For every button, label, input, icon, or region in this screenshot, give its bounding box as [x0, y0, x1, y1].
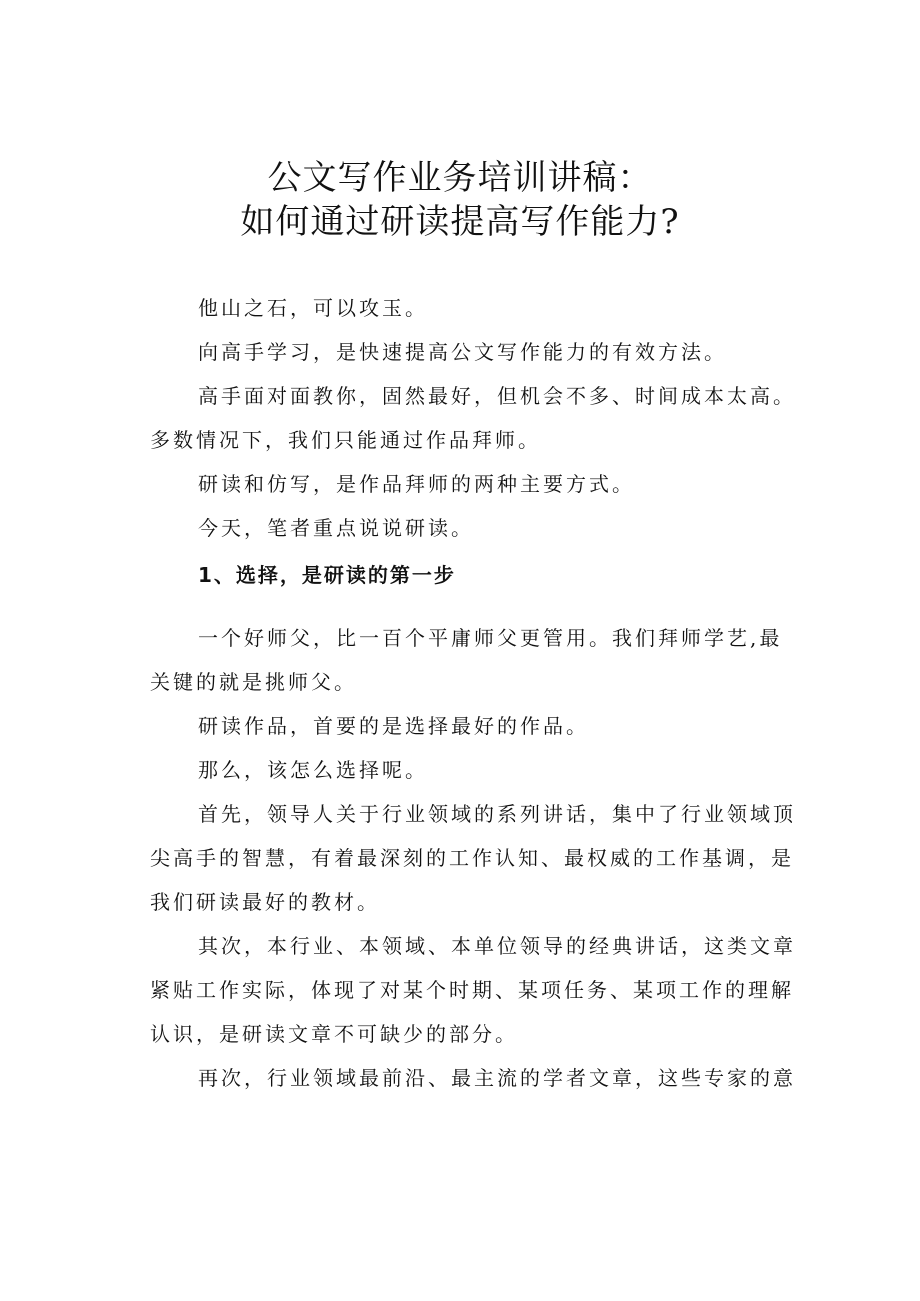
- section-1-paragraph-2: 研读作品，首要的是选择最好的作品。: [198, 714, 589, 738]
- document-title-line-1: 公文写作业务培训讲稿：: [267, 158, 653, 198]
- intro-paragraph-5: 今天，笔者重点说说研读。: [198, 516, 474, 540]
- intro-paragraph-2: 向高手学习，是快速提高公文写作能力的有效方法。: [198, 340, 727, 364]
- section-1-paragraph-6: 再次，行业领域最前沿、最主流的学者文章，这些专家的意: [198, 1066, 796, 1090]
- section-1-heading: 1、选择，是研读的第一步: [198, 563, 456, 587]
- section-1-paragraph-4: 首先，领导人关于行业领域的系列讲话，集中了行业领域顶尖高手的智慧，有着最深刻的工作认知、最权威的工作基调，是我们研读最好的教材。: [150, 802, 796, 914]
- intro-paragraph-1: 他山之石，可以攻玉。: [198, 296, 428, 320]
- section-1-paragraph-1: 一个好师父，比一百个平庸师父更管用。我们拜师学艺,最关键的就是挑师父。: [150, 626, 783, 694]
- section-1-paragraph-3: 那么，该怎么选择呢。: [198, 758, 428, 782]
- document-title-line-2: 如何通过研读提高写作能力?: [240, 202, 680, 242]
- intro-paragraph-3: 高手面对面教你，固然最好，但机会不多、时间成本太高。多数情况下，我们只能通过作品拜师。: [150, 384, 796, 452]
- intro-paragraph-4: 研读和仿写，是作品拜师的两种主要方式。: [198, 472, 635, 496]
- section-1-paragraph-5: 其次，本行业、本领域、本单位领导的经典讲话，这类文章紧贴工作实际，体现了对某个时期、某项任务、某项工作的理解认识，是研读文章不可缺少的部分。: [150, 934, 796, 1046]
